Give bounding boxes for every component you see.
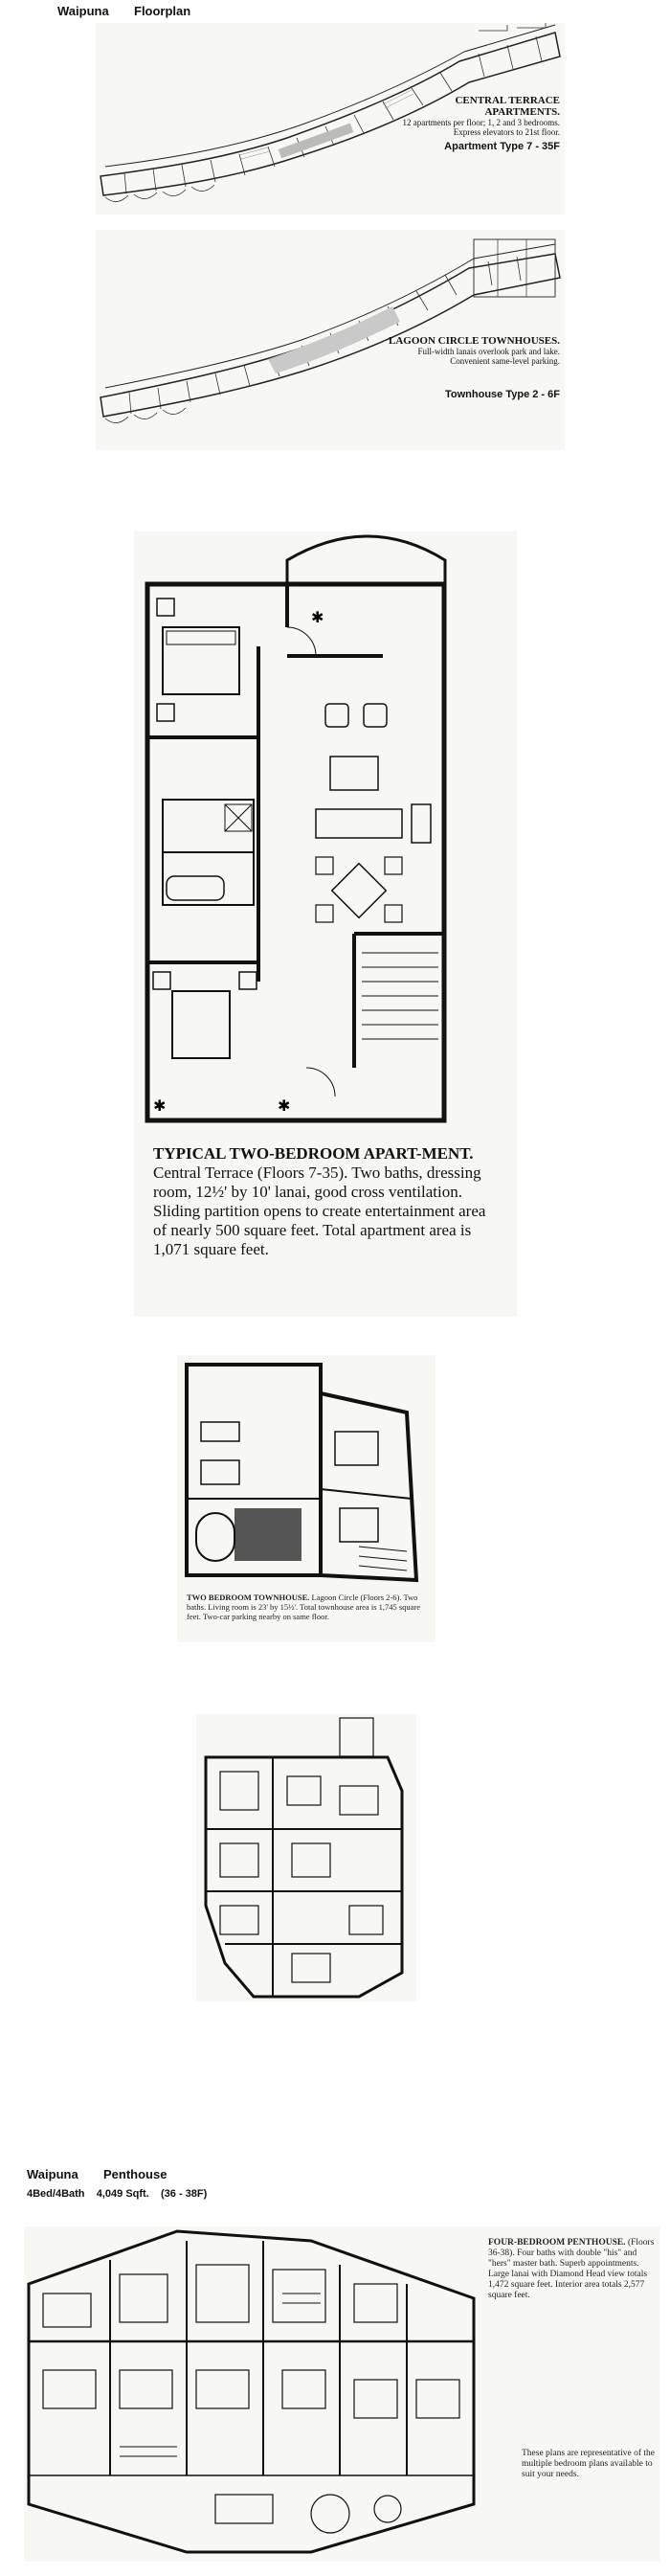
penthouse-header-section: Penthouse [103,2167,168,2181]
penthouse-note: These plans are representative of the multiple bedroom plans available to suit your needs. [522,2449,656,2479]
svg-text:✱: ✱ [311,608,324,626]
two-bedroom-apartment-drawing [134,531,517,1125]
penthouse-specs: 4Bed/4Bath 4,049 Sqft. (36 - 38F) [27,2188,208,2200]
penthouse-caption-bold: FOUR-BEDROOM PENTHOUSE. [488,2238,626,2248]
penthouse-section [103,2167,167,2181]
penthouse-caption-text: (Floors 36-38). Four baths with double "his" and "hers" master bath. Superb appointments. Large lanai with Diamond Head view totals 1,472 square feet. Interior area totals 2,577 square feet. [488,2238,655,2300]
penthouse-title [27,2167,78,2181]
penthouse-plan [24,2226,660,2562]
header-title: Waipuna [57,4,109,18]
multi-bedroom-drawing [196,1714,416,2001]
central-terrace-heading: CENTRAL TERRACE APARTMENTS. [455,95,560,118]
penthouse-drawing [24,2226,483,2557]
lagoon-circle-heading: LAGOON CIRCLE TOWNHOUSES. [389,335,560,347]
lagoon-circle-description: Full-width lanais overlook park and lake. Convenient same-level parking. [417,347,560,366]
two-bedroom-apartment-caption-text: Central Terrace (Floors 7-35). Two baths, dressing room, 12½' by 10' lanai, good cross ventilation. Sliding partition opens to create entertainment area of nearly 500 square feet. Total apartment area is 1,071 square feet. [153,1164,486,1258]
two-bedroom-townhouse-caption-text: Lagoon Circle (Floors 2-6). Two baths. Living room is 23' by 15½'. Total townhouse area is 1,745 square feet. Two-car parking nearby on same floor. [187,1593,421,1621]
svg-text:✱: ✱ [153,1096,167,1115]
two-bedroom-townhouse-caption-bold: TWO BEDROOM TOWNHOUSE. [187,1593,310,1602]
page-section [134,4,190,18]
two-bedroom-apartment-plan [134,531,517,1317]
svg-text:✱: ✱ [278,1096,291,1115]
lagoon-circle-type: Townhouse Type 2 - 6F [445,389,560,400]
two-bedroom-townhouse-plan [177,1355,436,1642]
lagoon-circle-label [383,335,560,366]
central-terrace-label [383,95,560,137]
lagoon-circle-site-plan [96,230,565,450]
two-bedroom-apartment-caption [153,1144,488,1259]
penthouse-header-title: Waipuna [27,2167,78,2181]
central-terrace-type: Apartment Type 7 - 35F [444,141,560,152]
penthouse-caption [488,2238,656,2301]
two-bedroom-townhouse-drawing [177,1355,436,1590]
central-terrace-description: 12 apartments per floor; 1, 2 and 3 bedrooms. Express elevators to 21st floor. [402,118,560,137]
two-bedroom-apartment-caption-bold: TYPICAL TWO-BEDROOM APART-MENT. [153,1144,474,1163]
page-title [57,4,109,18]
multi-bedroom-plan [196,1714,416,2001]
header-section: Floorplan [134,4,191,18]
two-bedroom-townhouse-caption [187,1593,426,1621]
central-terrace-site-plan [96,23,565,215]
